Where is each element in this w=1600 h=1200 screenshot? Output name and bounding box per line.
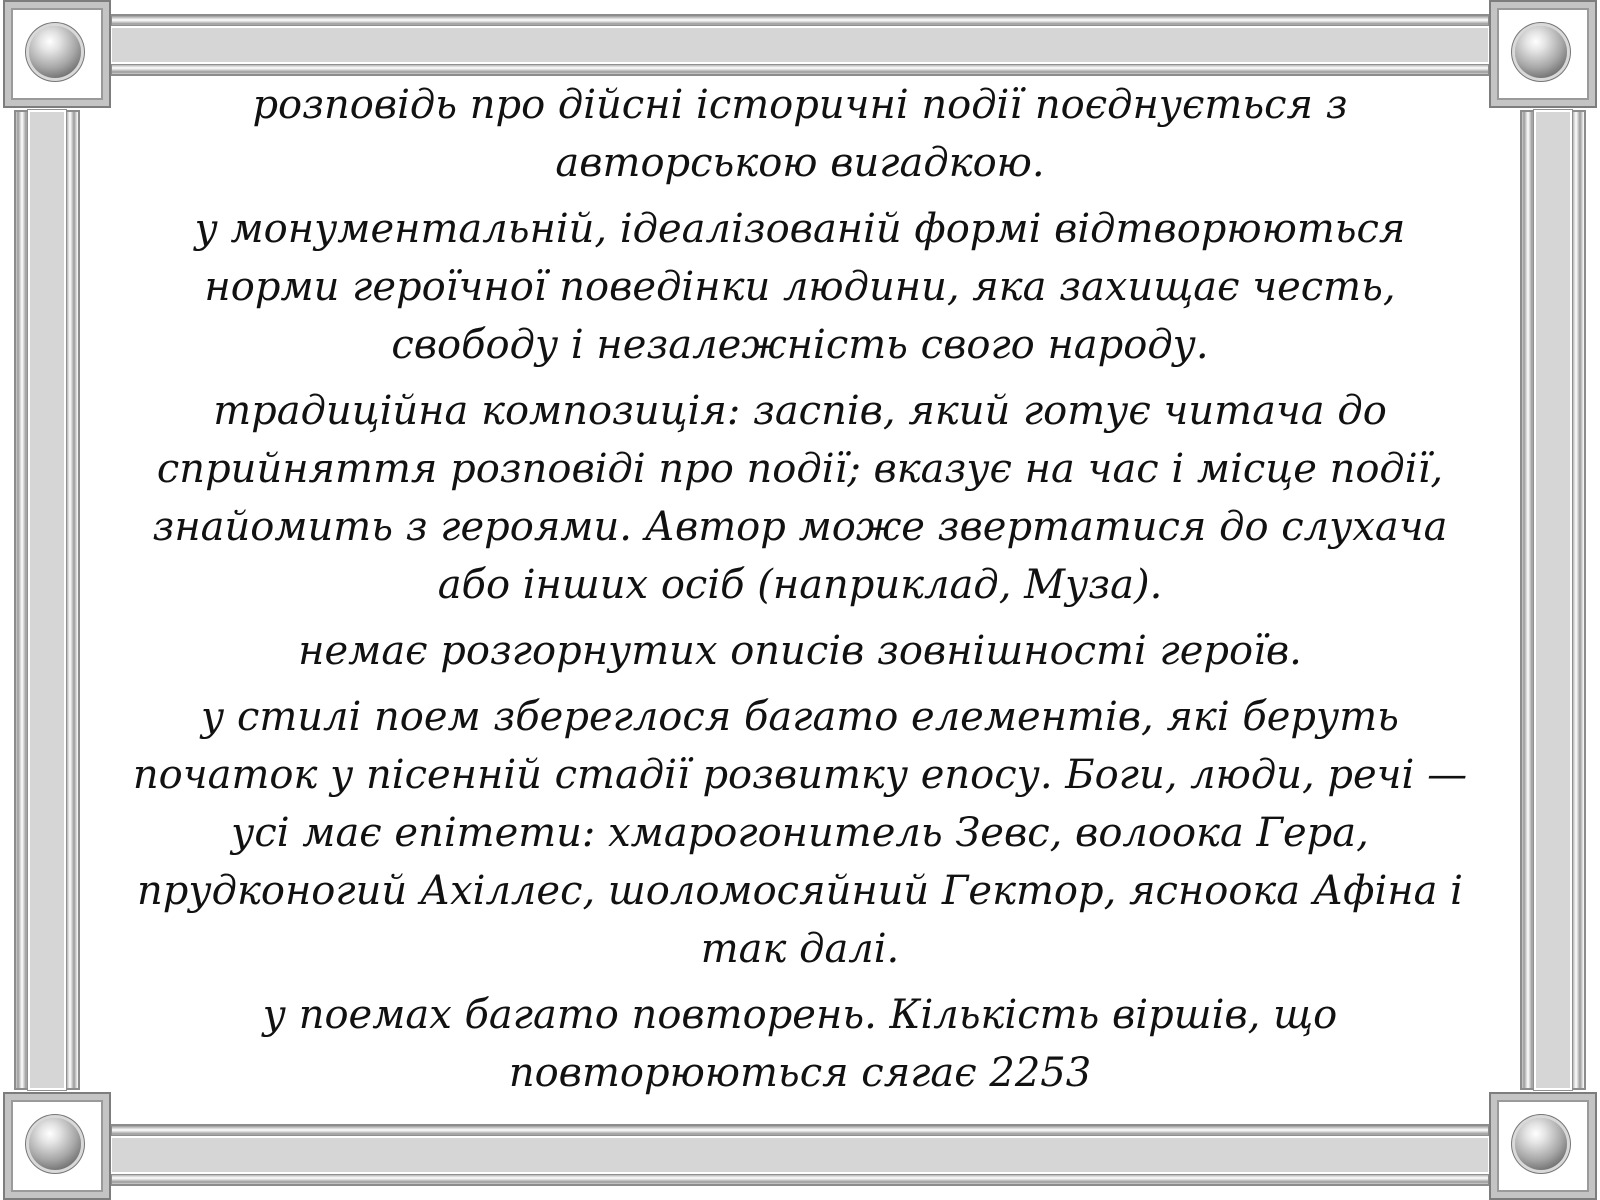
- paragraph: немає розгорнутих описів зовнішності героїв.: [298, 628, 1302, 674]
- paragraph: традиційна композиція: заспів, який готує читача до сприйняття розповіді про події; вказує на час і місце події, знайомить з героями. Автор може звертатися до слухача або інших осіб (наприклад, Муза).: [152, 388, 1448, 608]
- paragraph: розповідь про дійсні історичні події поєднується з авторською вигадкою.: [252, 82, 1348, 186]
- slide-text: [130, 76, 1470, 1110]
- knob-icon: [1515, 26, 1567, 78]
- frame-corner-bottom-right: [1489, 1092, 1597, 1200]
- frame-bottom-bar: [110, 1124, 1490, 1186]
- knob-icon: [1515, 1118, 1567, 1170]
- frame-right-bar: [1520, 110, 1586, 1090]
- frame-top-bar: [110, 14, 1490, 76]
- knob-icon: [29, 1118, 81, 1170]
- paragraph: у монументальній, ідеалізованій формі відтворюються норми героїчної поведінки людини, яка захищає честь, свободу і незалежність свого народу.: [194, 206, 1406, 368]
- paragraph: у поемах багато повторень. Кількість віршів, що повторюються сягає 2253: [262, 992, 1338, 1096]
- frame-corner-top-right: [1489, 0, 1597, 108]
- frame-left-bar: [14, 110, 80, 1090]
- frame-corner-bottom-left: [3, 1092, 111, 1200]
- frame-corner-top-left: [3, 0, 111, 108]
- paragraph: у стилі поем збереглося багато елементів, які беруть початок у пісенній стадії розвитку епосу. Боги, люди, речі — усі має епітети: хмарогонитель Зевс, волоока Гера, прудконогий Ахіллес, шоломосяйний Гектор, ясноока Афіна і так далі.: [132, 694, 1468, 972]
- knob-icon: [29, 26, 81, 78]
